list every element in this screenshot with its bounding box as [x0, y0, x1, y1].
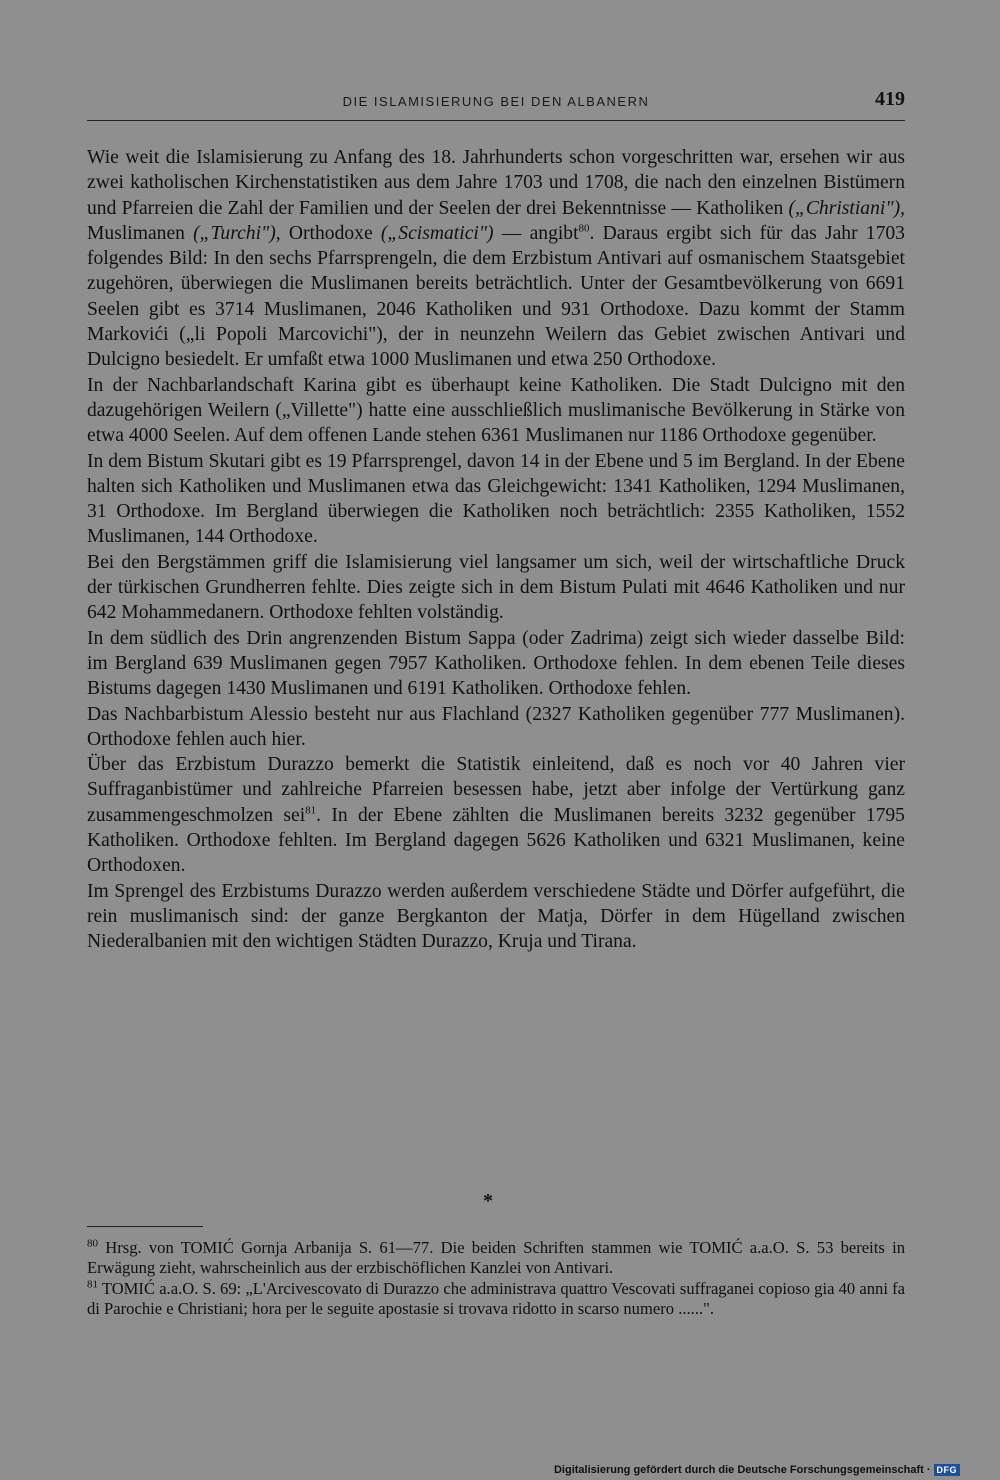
footnote-mark: 80: [87, 1237, 98, 1250]
footnote-divider: [87, 1226, 203, 1227]
running-header: [87, 90, 905, 121]
digitization-credit: [554, 1464, 960, 1476]
text-run: Über das Erzbistum Durazzo bemerkt die Statistik einleitend, daß es noch vor 40 Jahren vier Suffraganbistümer und zahlreiche Pfarreien besessen habe, jetzt aber infolge der Vertürkung ganz zusammengeschmolzen sei: [87, 754, 905, 826]
footnote-80: [87, 1238, 905, 1279]
paragraph-5: In dem südlich des Drin angrenzenden Bistum Sappa (oder Zadrima) zeigt sich wieder dasselbe Bild: im Bergland 639 Muslimanen gegen 7957 Katholiken. Orthodoxe fehlen. In dem ebenen Teile dieses Bistums dagegen 1430 Muslimanen und 6191 Katholiken. Orthodoxe fehlen.: [87, 627, 905, 700]
text-run: Orthodoxe: [280, 222, 381, 244]
italic-term: („Turchi"),: [193, 222, 281, 244]
paragraph-8: Im Sprengel des Erzbistums Durazzo werden außerdem verschiedene Städte und Dörfer aufgeführt, die rein muslimanisch sind: der ganze Bergkanton der Matja, Dörfer in dem Hügelland zwischen Niederalbanien mit den wichtigen Städten Durazzo, Kruja und Tirana.: [87, 880, 905, 953]
footnote-81: [87, 1279, 905, 1320]
paragraph-6: Das Nachbarbistum Alessio besteht nur aus Flachland (2327 Katholiken gegenüber 777 Muslimanen). Orthodoxe fehlen auch hier.: [87, 703, 905, 750]
text-run: . In der Ebene zählten die Muslimanen bereits 3232 gegenüber 1795 Katholiken. Orthodoxe fehlten. Im Bergland dagegen 5626 Katholiken und 6321 Muslimanen, keine Orthodoxen.: [87, 804, 905, 877]
footnote-text: Hrsg. von TOMIĆ Gornja Arbanija S. 61—77. Die beiden Schriften stammen wie TOMIĆ a.a.O. S. 53 bereits in Erwägung zieht, wahrscheinlich aus der erzbischöflichen Kanzlei von Antivari.: [87, 1238, 905, 1278]
footnote-ref-81: 81: [305, 804, 317, 817]
footnote-text: TOMIĆ a.a.O. S. 69: „L'Arcivescovato di Durazzo che administrava quattro Vescovati suffraganei copioso gia 40 anni fa di Parochie e Christiani; hora per le seguite apostasie si trovava ridotto in scarso numero ......".: [87, 1278, 905, 1319]
footnote-mark: 81: [87, 1278, 98, 1291]
text-run: — angibt: [493, 222, 579, 244]
footnotes: [87, 1238, 905, 1320]
running-head-title: DIE ISLAMISIERUNG BEI DEN ALBANERN: [342, 94, 650, 109]
italic-term: („Scismatici"): [380, 222, 494, 244]
paragraph-1: [87, 145, 905, 373]
main-text: [87, 145, 905, 955]
text-run: . Daraus ergibt sich für das Jahr 1703 folgendes Bild: In den sechs Pfarrsprengeln, die dem Erzbistum Antivari auf osmanischem Staatsgebiet zugehören, überwiegen die Muslimanen bereits beträchtlich. Unter der Gesamtbevölkerung von 6691 Seelen gibt es 3714 Muslimanen, 2046 Katholiken und 931 Orthodoxe. Dazu kommt der Stamm Markovići („li Popoli Marcovichi"), der in neunzehn Weilern das Gebiet zwischen Antivari und Dulcigno besiedelt. Er umfaßt etwa 1000 Muslimanen und etwa 250 Orthodoxe.: [87, 222, 905, 371]
paragraph-3: In dem Bistum Skutari gibt es 19 Pfarrsprengel, davon 14 in der Ebene und 5 im Bergland. In der Ebene halten sich Katholiken und Muslimanen etwa das Gleichgewicht: 1341 Katholiken, 1294 Muslimanen, 31 Orthodoxe. Im Bergland überwiegen die Katholiken noch beträchtlich: 2355 Katholiken, 1552 Muslimanen, 144 Orthodoxe.: [87, 450, 905, 548]
dfg-logo-icon: DFG: [934, 1464, 961, 1476]
footnote-ref-80: 80: [578, 222, 590, 235]
page-number: 419: [875, 88, 905, 110]
credit-text: Digitalisierung gefördert durch die Deutsche Forschungsgemeinschaft ·: [553, 1464, 931, 1476]
paragraph-2: In der Nachbarlandschaft Karina gibt es überhaupt keine Katholiken. Die Stadt Dulcigno mit den dazugehörigen Weilern („Villette") hatte eine ausschließlich muslimanische Bevölkerung in Stärke von etwa 4000 Seelen. Auf dem offenen Lande stehen 6361 Muslimanen nur 1186 Orthodoxe gegenüber.: [87, 374, 905, 447]
paragraph-4: Bei den Bergstämmen griff die Islamisierung viel langsamer um sich, weil der wirtschaftliche Druck der türkischen Grundherren fehlte. Dies zeigte sich in dem Bistum Pulati mit 4646 Katholiken und nur 642 Mohammedanern. Orthodoxe fehlten volständig.: [87, 551, 905, 624]
section-separator: *: [483, 1190, 493, 1212]
text-run: Muslimanen: [87, 222, 194, 244]
italic-term: („Christiani"),: [788, 197, 905, 219]
text-run: Wie weit die Islamisierung zu Anfang des 18. Jahrhunderts schon vorgeschritten war, ersehen wir aus zwei katholischen Kirchenstatistiken aus dem Jahre 1703 und 1708, die nach den einzelnen Bistümern und Pfarreien die Zahl der Familien und der Seelen der drei Bekenntnisse — Katholiken: [87, 147, 905, 219]
paragraph-7: [87, 752, 905, 878]
